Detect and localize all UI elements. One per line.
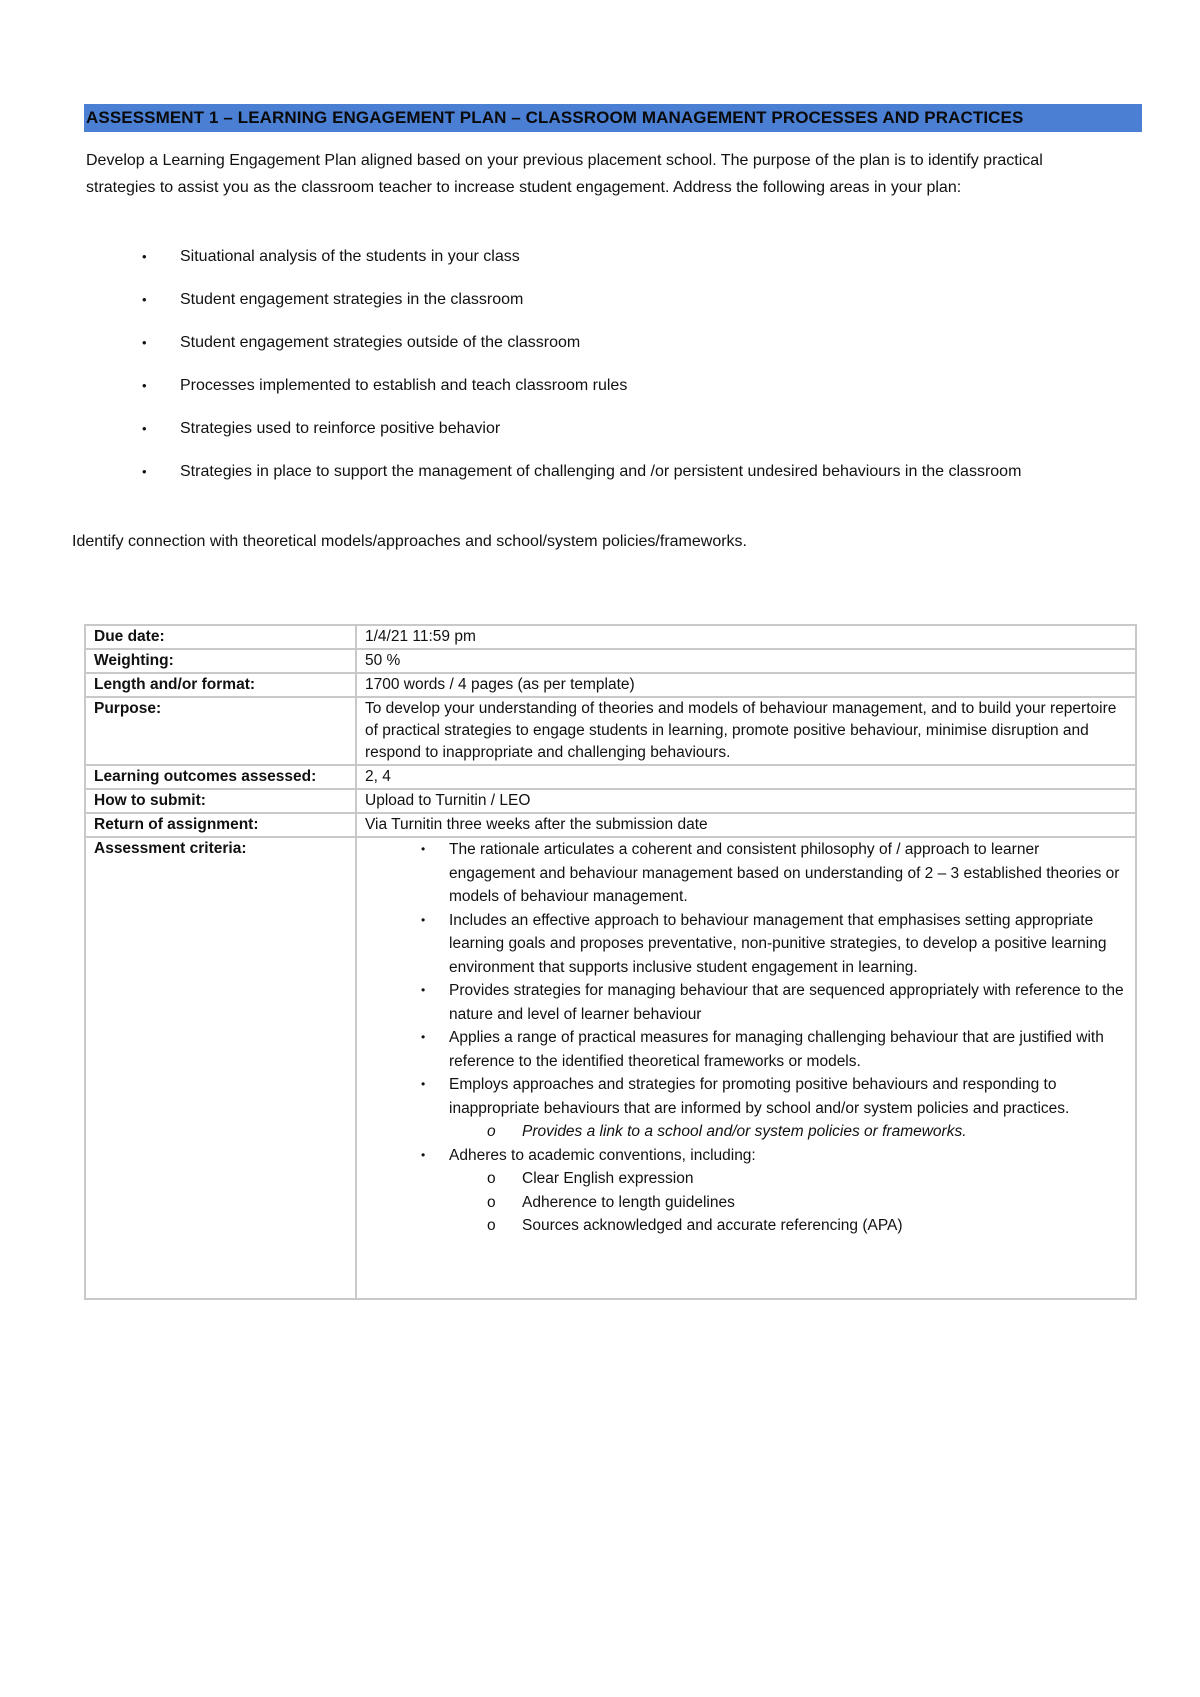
criteria-cell xyxy=(356,837,1136,1299)
row-label: How to submit: xyxy=(85,789,356,813)
policies-sub-list xyxy=(449,1120,1127,1144)
list-item xyxy=(449,1191,1127,1215)
bullet-icon: • xyxy=(421,983,426,997)
bullet-icon: • xyxy=(421,842,426,856)
circle-bullet-icon: o xyxy=(487,1123,496,1140)
list-item xyxy=(365,1073,1127,1144)
criterion-text: Includes an effective approach to behaviour management that emphasises setting appropriate learning goals and proposes preventative, non-punitive strategies, to develop a positive learning environment that supports inclusive student engagement in learning. xyxy=(449,911,1107,976)
intro-paragraph: Develop a Learning Engagement Plan aligned based on your previous placement school. The purpose of the plan is to identify practical strategies to assist you as the classroom teacher to increase student engagement. Address the following areas in your plan: xyxy=(86,152,1043,196)
sub-criterion-text: Provides a link to a school and/or system policies or frameworks. xyxy=(522,1123,967,1140)
list-item xyxy=(365,838,1127,909)
sub-criterion-text: Adherence to length guidelines xyxy=(522,1193,735,1211)
bullet-icon: • xyxy=(421,912,426,927)
list-item xyxy=(86,243,1116,271)
table-row xyxy=(85,649,1136,673)
list-item xyxy=(449,1120,1127,1144)
conventions-sub-list xyxy=(449,1167,1127,1238)
table-row xyxy=(85,625,1136,649)
assessment-details-table xyxy=(84,624,1137,1300)
list-item xyxy=(365,979,1127,1026)
list-item xyxy=(449,1214,1127,1238)
row-label: Weighting: xyxy=(85,649,356,673)
criterion-text: Provides strategies for managing behaviour that are sequenced appropriately with reference to the nature and level of learner behaviour xyxy=(449,982,1124,1023)
list-item xyxy=(86,415,1116,443)
row-value: Upload to Turnitin / LEO xyxy=(356,789,1136,813)
list-item xyxy=(365,909,1127,980)
bullet-icon: • xyxy=(142,421,147,436)
list-item xyxy=(86,372,1116,400)
criterion-text: Employs approaches and strategies for promoting positive behaviours and responding to inappropriate behaviours that are informed by school and/or system policies and practices. xyxy=(449,1076,1070,1117)
criterion-text: Adheres to academic conventions, including: xyxy=(449,1146,756,1164)
table-row xyxy=(85,789,1136,813)
sub-criterion-text: Clear English expression xyxy=(522,1170,694,1187)
criteria-list xyxy=(365,838,1127,1238)
area-text: Processes implemented to establish and teach classroom rules xyxy=(180,377,628,394)
area-text: Strategies in place to support the management of challenging and /or persistent undesired behaviours in the classroom xyxy=(180,463,1022,480)
row-label: Purpose: xyxy=(85,697,356,765)
row-label: Assessment criteria: xyxy=(85,837,356,1299)
circle-bullet-icon: o xyxy=(487,1170,496,1187)
bullet-icon: • xyxy=(142,335,147,350)
table-row xyxy=(85,697,1136,765)
table-row xyxy=(85,765,1136,789)
area-text: Student engagement strategies outside of the classroom xyxy=(180,334,581,351)
sub-criterion-text: Sources acknowledged and accurate referencing (APA) xyxy=(522,1217,903,1234)
row-label: Learning outcomes assessed: xyxy=(85,765,356,789)
row-value: 1/4/21 11:59 pm xyxy=(356,625,1136,649)
row-value: 1700 words / 4 pages (as per template) xyxy=(356,673,1136,697)
row-value: 2, 4 xyxy=(356,765,1136,789)
bullet-icon: • xyxy=(421,1077,426,1091)
assessment-title: ASSESSMENT 1 – LEARNING ENGAGEMENT PLAN – CLASSROOM MANAGEMENT PROCESSES AND PRACTICES xyxy=(84,104,1142,132)
list-item xyxy=(86,458,1116,486)
circle-bullet-icon: o xyxy=(487,1217,496,1234)
row-value: To develop your understanding of theories and models of behaviour management, and to build your repertoire of practical strategies to engage students in learning, promote positive behaviour, minimise disruption and respond to inappropriate and challenging behaviours. xyxy=(356,697,1136,765)
row-label: Due date: xyxy=(85,625,356,649)
area-text: Strategies used to reinforce positive behavior xyxy=(180,420,501,437)
row-value: 50 % xyxy=(356,649,1136,673)
bullet-icon: • xyxy=(142,464,147,479)
list-item xyxy=(449,1167,1127,1191)
row-value: Via Turnitin three weeks after the submission date xyxy=(356,813,1136,837)
connection-paragraph: Identify connection with theoretical models/approaches and school/system policies/frameworks. xyxy=(72,533,747,550)
bullet-icon: • xyxy=(421,1147,426,1162)
list-item xyxy=(86,286,1116,314)
area-text: Situational analysis of the students in your class xyxy=(180,248,520,265)
table-row xyxy=(85,673,1136,697)
bullet-icon: • xyxy=(142,292,147,307)
table-row xyxy=(85,837,1136,1299)
bullet-icon: • xyxy=(142,378,147,393)
criterion-text: Applies a range of practical measures for managing challenging behaviour that are justified with reference to the identified theoretical frameworks or models. xyxy=(449,1029,1104,1070)
list-item xyxy=(365,1026,1127,1073)
list-item xyxy=(365,1144,1127,1238)
bullet-icon: • xyxy=(142,249,147,264)
areas-list xyxy=(86,243,1116,501)
circle-bullet-icon: o xyxy=(487,1193,496,1211)
list-item xyxy=(86,329,1116,357)
bullet-icon: • xyxy=(421,1030,426,1044)
row-label: Return of assignment: xyxy=(85,813,356,837)
area-text: Student engagement strategies in the classroom xyxy=(180,291,524,308)
criterion-text: The rationale articulates a coherent and consistent philosophy of / approach to learner engagement and behaviour management based on understanding of 2 – 3 established theories or models of behaviour management. xyxy=(449,841,1120,905)
table-row xyxy=(85,813,1136,837)
row-label: Length and/or format: xyxy=(85,673,356,697)
